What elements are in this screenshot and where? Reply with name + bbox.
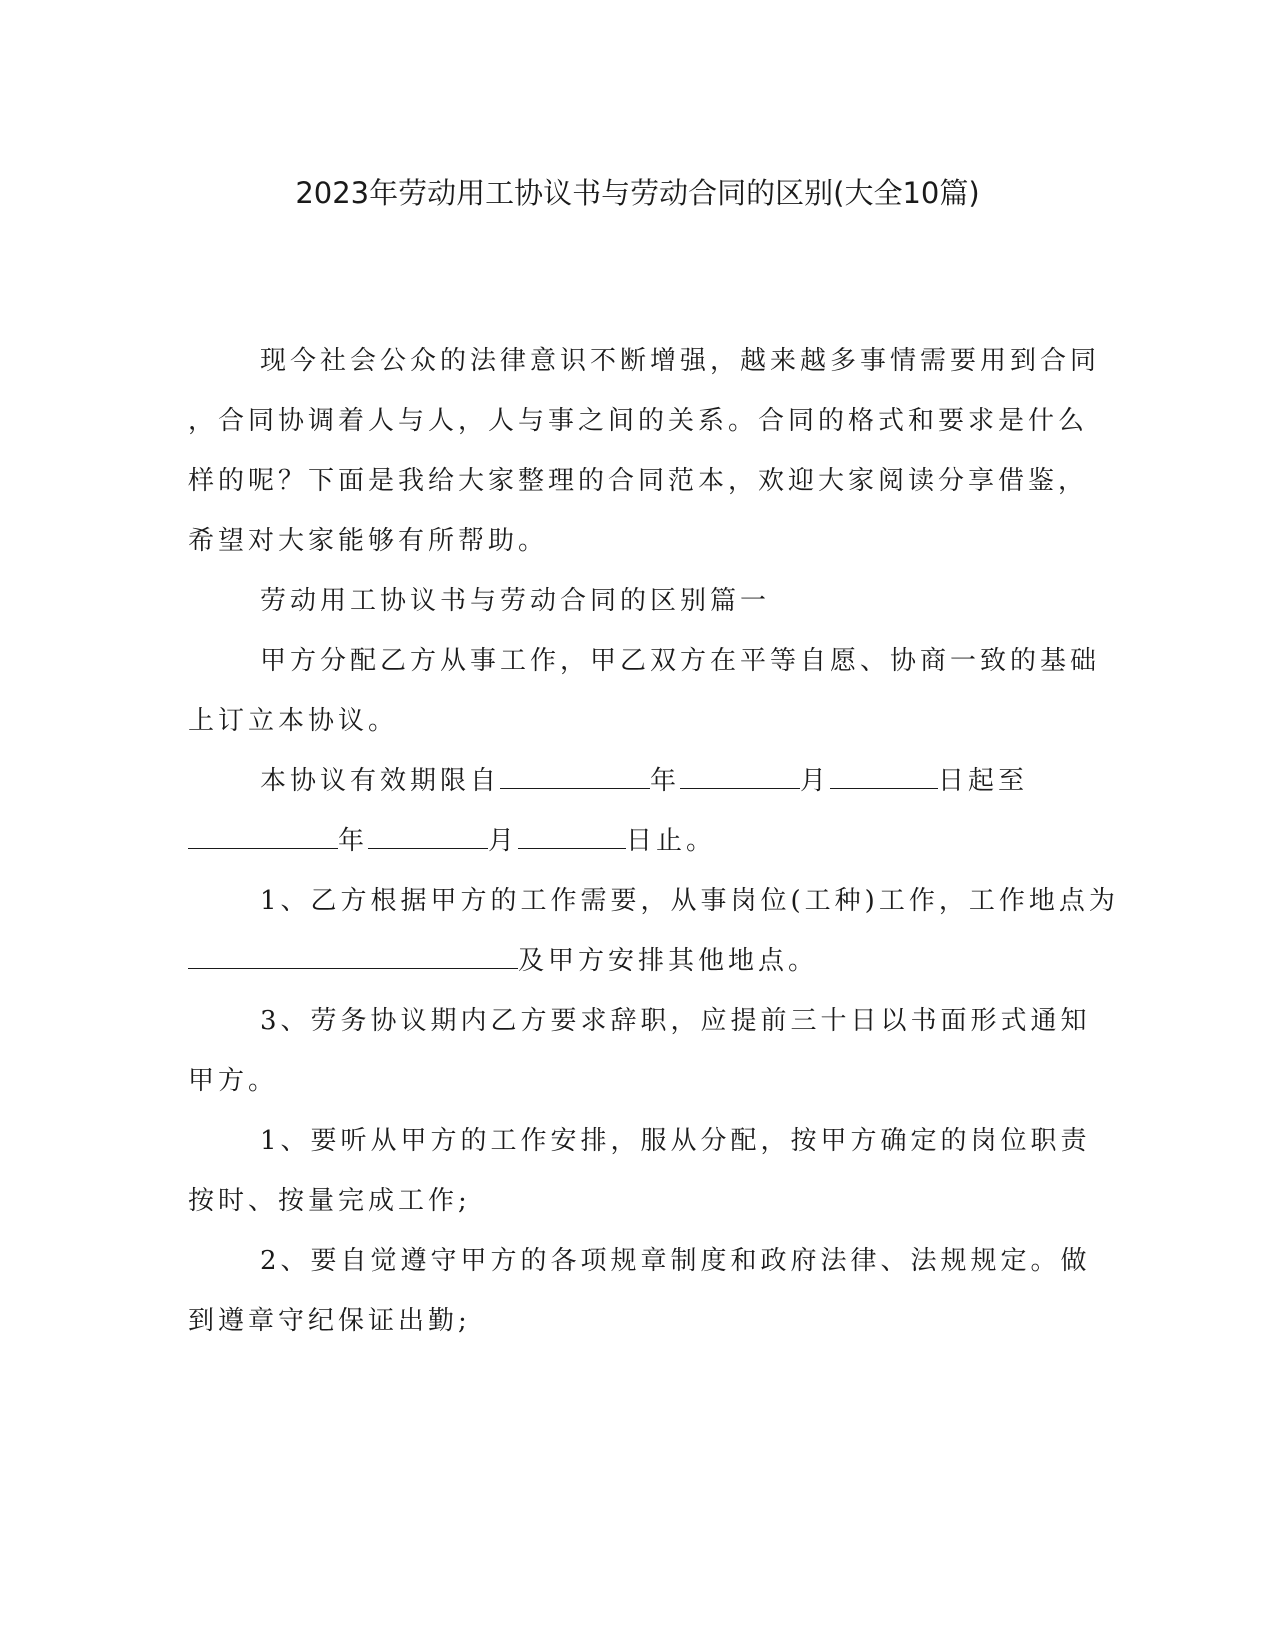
duty1-line-2: 按时、按量完成工作;	[188, 1186, 471, 1216]
workplace-blank	[188, 946, 518, 969]
item1-line-1: 1、乙方根据甲方的工作需要，从事岗位(工种)工作，工作地点为	[260, 886, 1119, 916]
duty1-line-1: 1、要听从甲方的工作安排，服从分配，按甲方确定的岗位职责	[260, 1126, 1091, 1156]
start-month-label: 月	[800, 766, 831, 796]
end-suffix: 日止。	[626, 826, 717, 856]
end-year-label: 年	[338, 826, 369, 856]
item3-line-1: 3、劳务协议期内乙方要求辞职，应提前三十日以书面形式通知	[260, 1006, 1091, 1036]
end-day-blank	[518, 826, 626, 849]
intro-line-1: 现今社会公众的法律意识不断增强，越来越多事情需要用到合同	[260, 346, 1101, 376]
start-day-blank	[830, 766, 938, 789]
term-prefix: 本协议有效期限自	[260, 766, 501, 796]
document-title: 2023年劳动用工协议书与劳动合同的区别(大全10篇)	[295, 176, 980, 210]
end-month-blank	[368, 826, 488, 849]
start-month-blank	[680, 766, 800, 789]
term-line-1	[188, 751, 1073, 811]
assign-line-1: 甲方分配乙方从事工作，甲乙双方在平等自愿、协商一致的基础	[260, 646, 1101, 676]
section-heading: 劳动用工协议书与劳动合同的区别篇一	[260, 586, 771, 616]
intro-line-3: 样的呢？下面是我给大家整理的合同范本，欢迎大家阅读分享借鉴，	[188, 466, 1089, 496]
end-year-blank	[188, 826, 338, 849]
duty2-line-1: 2、要自觉遵守甲方的各项规章制度和政府法律、法规规定。做	[260, 1246, 1091, 1276]
duty2-line-2: 到遵章守纪保证出勤;	[188, 1306, 471, 1336]
end-month-label: 月	[488, 826, 519, 856]
intro-line-2: ，合同协调着人与人，人与事之间的关系。合同的格式和要求是什么	[188, 406, 1089, 436]
item3-line-2: 甲方。	[188, 1066, 279, 1096]
item1-suffix: 及甲方安排其他地点。	[518, 946, 819, 976]
start-suffix: 日起至	[938, 766, 1029, 796]
start-year-label: 年	[650, 766, 681, 796]
term-line-2	[188, 811, 1073, 871]
item1-line-2	[188, 931, 1073, 991]
assign-line-2: 上订立本协议。	[188, 706, 399, 736]
document-body	[188, 331, 1119, 1351]
intro-line-4: 希望对大家能够有所帮助。	[188, 526, 549, 556]
start-year-blank	[500, 766, 650, 789]
